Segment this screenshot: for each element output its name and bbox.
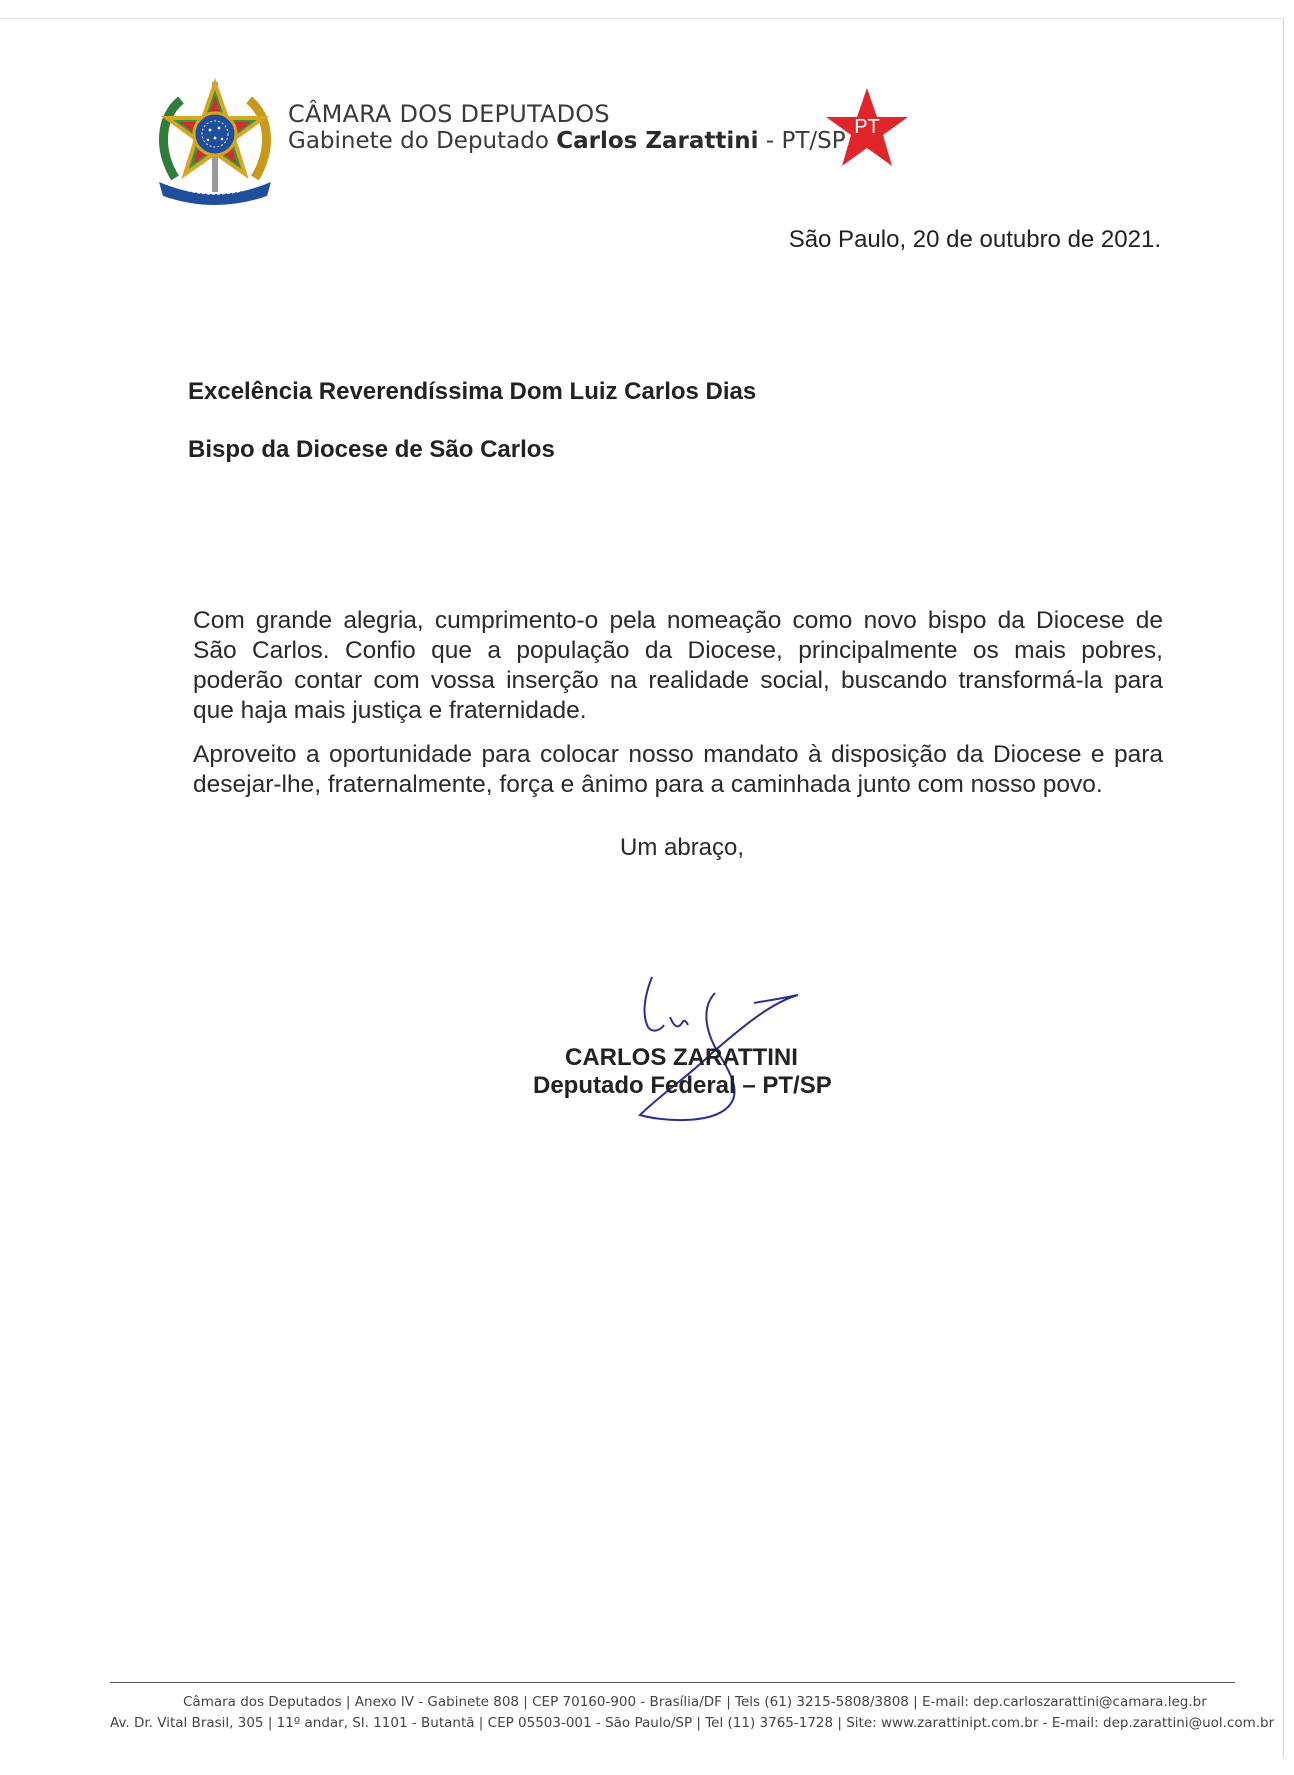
footer-address-brasilia: Câmara dos Deputados | Anexo IV - Gabinete 808 | CEP 70160-900 - Brasília/DF | Tels (61) 3215-5808/3808 | E-mail: dep.carloszarattini@camara.leg.br <box>183 1694 1207 1710</box>
body-paragraph-2: Aproveito a oportunidade para colocar nosso mandato à disposição da Diocese e para desejar-lhe, fraternalmente, força e ânimo para a caminhada junto com nosso povo. <box>193 741 1163 798</box>
page-right-edge <box>1283 18 1284 1758</box>
institution-name: CÂMARA DOS DEPUTADOS <box>288 100 610 128</box>
office-line <box>288 128 846 154</box>
addressee-line-2: Bispo da Diocese de São Carlos <box>188 436 555 463</box>
footer-address-sao-paulo: Av. Dr. Vital Brasil, 305 | 11º andar, Sl. 1101 - Butantã | CEP 05503-001 - São Paulo/SP | Tel (11) 3765-1728 | Site: www.zarattinipt.com.br - E-mail: dep.zarattini@uol.com.br <box>110 1715 1275 1731</box>
body-paragraph-1: Com grande alegria, cumprimento-o pela nomeação como novo bispo da Diocese de São Carlos. Confio que a população da Diocese, principalmente os mais pobres, poderão contar com vossa inserção na realidade social, buscando transformá-la para que haja mais justiça e fraternidade. <box>193 607 1163 724</box>
page-top-edge <box>0 18 1284 19</box>
letter-date: São Paulo, 20 de outubro de 2021. <box>788 226 1161 253</box>
deputy-name: Carlos Zarattini <box>556 128 759 154</box>
addressee-line-1: Excelência Reverendíssima Dom Luiz Carlos Dias <box>188 378 757 405</box>
closing-salutation: Um abraço, <box>620 834 745 861</box>
footer-divider <box>110 1682 1235 1683</box>
party-suffix: - PT/SP <box>765 128 846 154</box>
pt-logo-text: PT <box>854 116 880 138</box>
pt-party-star-logo-icon <box>824 86 910 170</box>
office-prefix: Gabinete do Deputado <box>288 128 549 154</box>
signer-role: Deputado Federal – PT/SP <box>533 1072 832 1099</box>
brazil-coat-of-arms-icon <box>155 78 275 206</box>
signer-name: CARLOS ZARATTINI <box>565 1044 798 1071</box>
